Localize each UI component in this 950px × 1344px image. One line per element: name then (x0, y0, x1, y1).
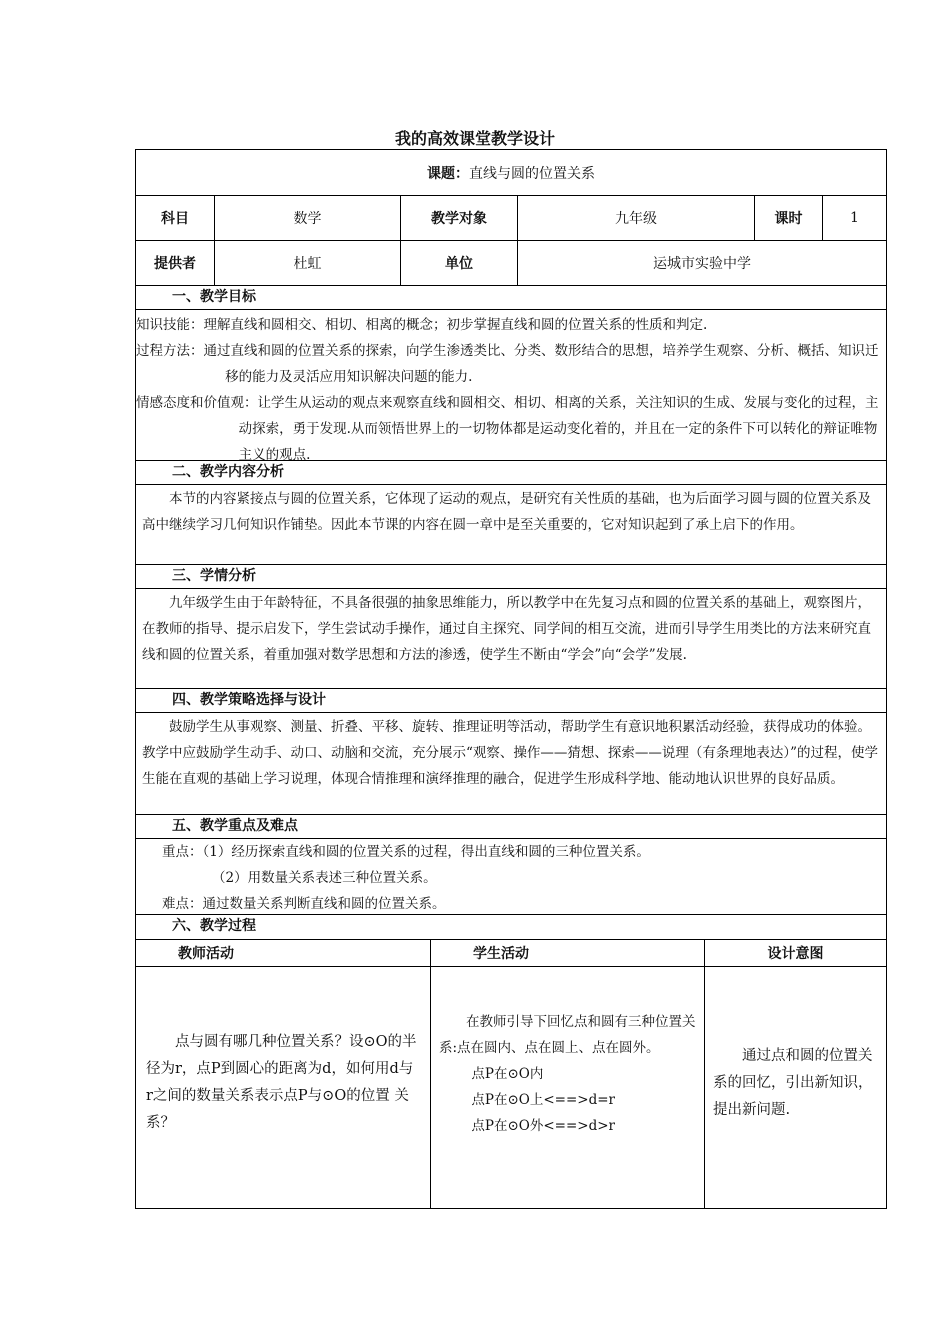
provider-value: 杜虹 (214, 241, 400, 285)
header-teacher: 教师活动 (178, 946, 234, 962)
unit-value: 运城市实验中学 (517, 241, 886, 285)
section-title-goals: 一、教学目标 (172, 289, 256, 305)
subject-value: 数学 (214, 196, 400, 240)
goal-process: 过程方法：通过直线和圆的位置关系的探索，向学生渗透类比、分类、数形结合的思想，培养学生观察、分析、概括、知识迁移的能力及灵活应用知识解决问题的能力. (136, 343, 879, 385)
topic-value: 直线与圆的位置关系 (469, 165, 595, 182)
audience-value: 九年级 (517, 196, 754, 240)
section-title-content: 二、教学内容分析 (172, 464, 284, 480)
lesson-plan-table (135, 149, 887, 1209)
provider-row (136, 241, 886, 286)
goals-body (136, 310, 886, 461)
teacher-activity-text: 点与圆有哪几种位置关系？设⊙O的半径为r，点P到圆心的距离为d，如何用d与r之间的数量关系表示点P与⊙O的位置 关系？ (146, 1034, 417, 1131)
focus-line-2: （2）用数量关系表述三种位置关系。 (212, 870, 437, 886)
content-analysis-text: 本节的内容紧接点与圆的位置关系，它体现了运动的观点，是研究有关性质的基础，也为后面学习圆与圆的位置关系及高中继续学习几何知识作铺垫。因此本节课的内容在圆一章中是至关重要的，它对知识起到了承上启下的作用。 (142, 491, 871, 533)
keypoints-body (136, 839, 886, 915)
students-header-row (136, 565, 886, 589)
content-body (136, 485, 886, 565)
header-intent: 设计意图 (704, 940, 886, 966)
topic-label: 课题： (427, 165, 469, 182)
student-activity (430, 967, 704, 1208)
hours-value: 1 (822, 196, 886, 240)
section-title-keypoints: 五、教学重点及难点 (172, 818, 298, 834)
goal-knowledge: 知识技能：理解直线和圆相交、相切、相离的概念；初步掌握直线和圆的位置关系的性质和判定. (136, 317, 708, 333)
student-line-3: 点P在⊙O外<==>d>r (471, 1118, 616, 1134)
section-title-strategy: 四、教学策略选择与设计 (172, 692, 326, 708)
students-analysis-text: 九年级学生由于年龄特征，不具备很强的抽象思维能力，所以教学中在先复习点和圆的位置关系的基础上，观察图片，在教师的指导、提示启发下，学生尝试动手操作，通过自主探究、同学间的相互交流，进而引导学生用类比的方法来研究直线和圆的位置关系，着重加强对数学思想和方法的渗透，使学生不断由“学会”向“会学”发展. (142, 595, 871, 663)
unit-label: 单位 (400, 241, 517, 285)
student-line-2: 点P在⊙O上<==>d=r (471, 1092, 616, 1108)
student-line-1: 点P在⊙O内 (471, 1066, 544, 1082)
section-title-students: 三、学情分析 (172, 568, 256, 584)
goals-header-row (136, 286, 886, 310)
keypoints-header-row (136, 815, 886, 839)
focus-line-1: 重点：（1）经历探索直线和圆的位置关系的过程，得出直线和圆的三种位置关系。 (162, 844, 650, 860)
section-title-process: 六、教学过程 (172, 918, 256, 934)
hours-label: 课时 (754, 196, 822, 240)
content-header-row (136, 461, 886, 485)
difficulty-line: 难点：通过数量关系判断直线和圆的位置关系。 (162, 896, 446, 912)
provider-label: 提供者 (154, 256, 196, 272)
teacher-activity (136, 967, 430, 1208)
strategy-header-row (136, 689, 886, 713)
topic-row (136, 150, 886, 196)
goal-emotion: 情感态度和价值观：让学生从运动的观点来观察直线和圆相交、相切、相离的关系，关注知识的生成、发展与变化的过程，主动探索，勇于发现.从而领悟世界上的一切物体都是运动变化着的，并且在一定的条件下可以转化的辩证唯物主义的观点. (136, 395, 879, 463)
header-student: 学生活动 (430, 940, 704, 966)
process-header-row (136, 915, 886, 940)
student-activity-intro: 在教师引导下回忆点和圆有三种位置关系:点在圆内、点在圆上、点在圆外。 (439, 1014, 696, 1056)
process-column-headers (136, 940, 886, 967)
design-intent (704, 967, 886, 1208)
audience-label: 教学对象 (400, 196, 517, 240)
design-intent-text: 通过点和圆的位置关系的回忆，引出新知识，提出新问题. (713, 1048, 873, 1118)
subject-row (136, 196, 886, 241)
document-title: 我的高效课堂教学设计 (394, 129, 555, 148)
strategy-text: 鼓励学生从事观察、测量、折叠、平移、旋转、推理证明等活动，帮助学生有意识地积累活动经验，获得成功的体验。教学中应鼓励学生动手、动口、动脑和交流，充分展示“观察、操作——猜想、探索——说理（有条理地表达）”的过程，使学生能在直观的基础上学习说理，体现合情推理和演绎推理的融合，促进学生形成科学地、能动地认识世界的良好品质。 (142, 719, 879, 787)
students-body (136, 589, 886, 689)
strategy-body (136, 713, 886, 815)
subject-label: 科目 (161, 211, 189, 227)
process-row (136, 967, 886, 1208)
